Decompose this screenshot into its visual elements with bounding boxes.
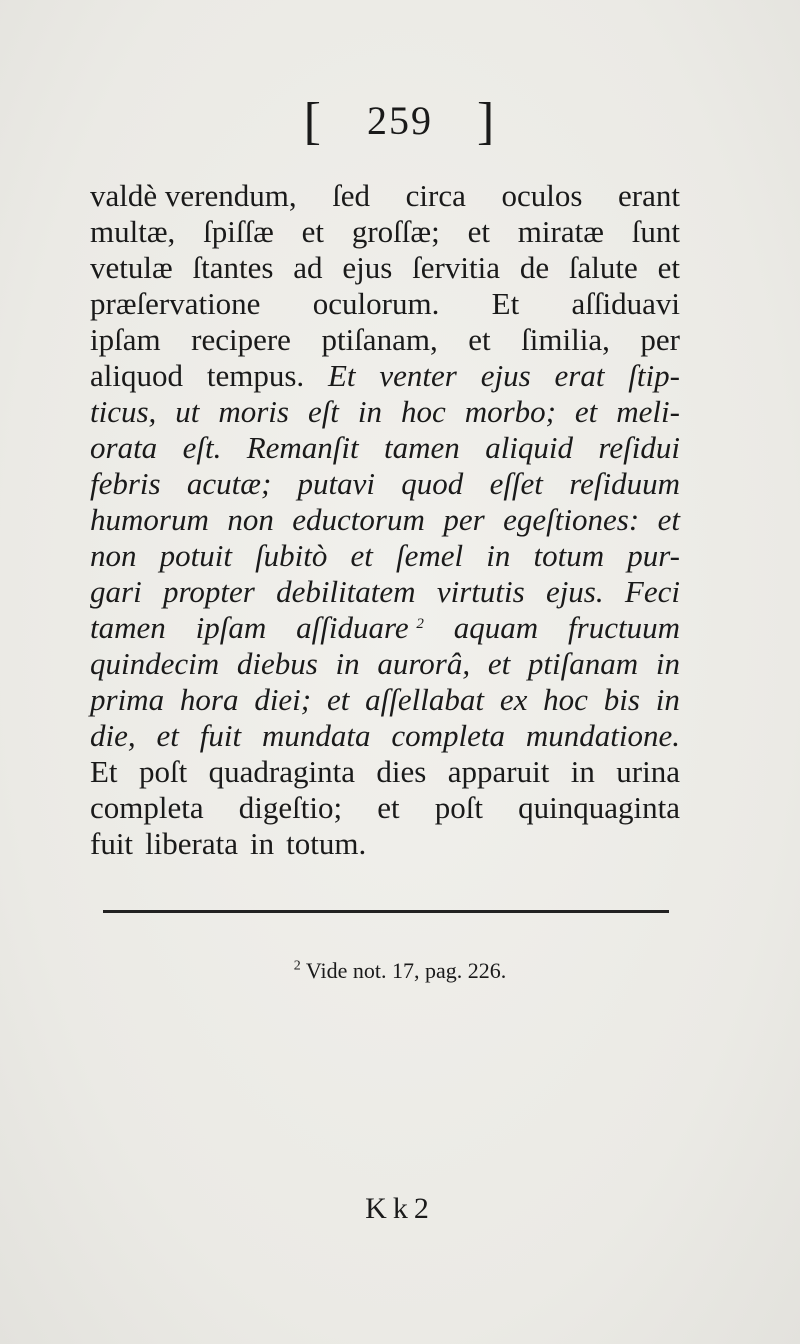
word: completa: [90, 790, 204, 825]
word: diei;: [254, 682, 312, 717]
text-line: [90, 430, 680, 466]
word: dies: [376, 754, 427, 789]
word: et: [468, 322, 491, 357]
word: hora: [179, 682, 239, 717]
word: bis: [603, 682, 640, 717]
word: recipere: [191, 322, 291, 357]
word: multæ,: [90, 214, 176, 249]
word: Et: [491, 286, 520, 321]
word: putavi: [297, 466, 376, 501]
word: mundatione.: [525, 718, 680, 753]
word: aſſiduavi: [571, 286, 680, 321]
word: ſervitia: [412, 250, 500, 285]
word: pur-: [627, 538, 680, 573]
word: et: [326, 682, 350, 717]
word: groſſæ;: [351, 214, 440, 249]
word: aliquid: [485, 430, 574, 465]
word: hoc: [400, 394, 446, 429]
word: ipſam: [195, 610, 267, 645]
text-line: [90, 682, 680, 718]
word: ſunt: [631, 214, 680, 249]
word: gari: [90, 574, 142, 609]
word: aliquod: [90, 358, 183, 393]
bracket-right: ]: [477, 93, 497, 150]
word: in: [250, 826, 275, 861]
word: per: [640, 322, 680, 357]
word: miratæ: [517, 214, 604, 249]
word: ex: [499, 682, 528, 717]
word: prima: [90, 682, 165, 717]
text-line: [90, 322, 680, 358]
word: egeſtiones:: [503, 502, 640, 537]
word: virtutis: [436, 574, 525, 609]
word: de: [519, 250, 550, 285]
word: per: [443, 502, 485, 537]
word: potuit: [159, 538, 232, 573]
word: ejus.: [545, 574, 604, 609]
word: quod: [401, 466, 464, 501]
word: mundata: [261, 718, 371, 753]
word: valdè verendum,: [90, 178, 297, 213]
word: ticus,: [90, 394, 157, 429]
word: erat: [554, 358, 605, 393]
footnote-rule: [103, 910, 669, 913]
word: ſimilia,: [521, 322, 610, 357]
word: ſubitò: [255, 538, 328, 573]
word: et: [350, 538, 373, 573]
word: et: [156, 718, 179, 753]
word: poſt: [434, 790, 483, 825]
footnote: [0, 958, 800, 984]
word: moris: [218, 394, 289, 429]
word: ſalute: [568, 250, 638, 285]
word: ad: [293, 250, 323, 285]
word: aſſellabat: [365, 682, 484, 717]
text-line: [90, 646, 680, 682]
word: completa: [391, 718, 505, 753]
word: et: [657, 502, 680, 537]
text-line: [90, 610, 680, 646]
word: ſemel: [396, 538, 464, 573]
signature-mark: Kk2: [365, 1192, 435, 1225]
body-text: [90, 178, 680, 862]
word: humorum: [90, 502, 209, 537]
word: reſidui: [598, 430, 680, 465]
word: et: [467, 214, 490, 249]
word: oculos: [501, 178, 583, 213]
word: ut: [175, 394, 200, 429]
word: debilitatem: [276, 574, 416, 609]
word: ſtantes: [192, 250, 274, 285]
word: non: [227, 502, 274, 537]
word: tamen: [90, 610, 166, 645]
word: quadraginta: [208, 754, 355, 789]
word: vetulæ: [90, 250, 173, 285]
text-line: [90, 358, 680, 394]
word: totum.: [286, 826, 367, 861]
word: et: [301, 214, 324, 249]
word: aurorâ,: [377, 646, 471, 681]
text-line: [90, 754, 680, 790]
running-head: [0, 92, 800, 151]
word: poſt: [138, 754, 188, 789]
word: ejus: [480, 358, 531, 393]
word: Remanſit: [246, 430, 359, 465]
word: aquam: [453, 610, 539, 645]
word: apparuit: [447, 754, 550, 789]
text-line: [90, 718, 680, 754]
word: meli-: [616, 394, 680, 429]
text-line: [90, 178, 680, 214]
word: eductorum: [292, 502, 425, 537]
word: fructuum: [568, 610, 680, 645]
word: in: [655, 646, 680, 681]
word: digeſtio;: [238, 790, 343, 825]
footnote-marker: 2: [293, 958, 301, 974]
word: tamen: [384, 430, 460, 465]
word: ſtip-: [628, 358, 680, 393]
word: et: [574, 394, 598, 429]
word: hoc: [543, 682, 588, 717]
footnote-text: Vide not. 17, pag. 226.: [305, 958, 507, 983]
word: ſed: [332, 178, 371, 213]
word: et: [487, 646, 511, 681]
text-line: [90, 250, 680, 286]
word: circa: [405, 178, 466, 213]
word: ejus: [342, 250, 393, 285]
word: acutæ;: [186, 466, 272, 501]
word: eſſet: [489, 466, 543, 501]
word: non: [90, 538, 137, 573]
word: præſervatione: [90, 286, 261, 321]
word: febris: [90, 466, 161, 501]
text-line: [90, 574, 680, 610]
bracket-left: [: [303, 93, 323, 150]
word: propter: [162, 574, 255, 609]
text-line: [90, 502, 680, 538]
text-line: [90, 790, 680, 826]
word: tempus.: [206, 358, 305, 393]
word: in: [335, 646, 360, 681]
word: quindecim: [90, 646, 220, 681]
word: et: [657, 250, 680, 285]
word: urina: [616, 754, 680, 789]
word: eſt.: [182, 430, 222, 465]
word: quinquaginta: [518, 790, 680, 825]
word: morbo;: [464, 394, 556, 429]
word: ptiſanam: [527, 646, 639, 681]
word: liberata: [145, 826, 239, 861]
word: erant: [618, 178, 680, 213]
word: totum: [533, 538, 605, 573]
word: reſiduum: [569, 466, 680, 501]
page-number: 259: [367, 98, 433, 143]
text-line: [90, 466, 680, 502]
text-line: [90, 394, 680, 430]
word: in: [655, 682, 680, 717]
word: Feci: [624, 574, 680, 609]
footnote-reference: 2: [416, 616, 424, 632]
word: aſſiduare $^2$: [296, 610, 424, 645]
word: in: [486, 538, 511, 573]
word: Et: [90, 754, 118, 789]
word: ptiſanam,: [321, 322, 438, 357]
word: fuit: [90, 826, 134, 861]
word: fuit: [199, 718, 242, 753]
word: et: [377, 790, 400, 825]
word: oculorum.: [312, 286, 440, 321]
text-line: [90, 286, 680, 322]
text-line: [90, 214, 680, 250]
word: eſt: [307, 394, 339, 429]
word: orata: [90, 430, 158, 465]
text-line: [90, 538, 680, 574]
word: in: [570, 754, 595, 789]
word: diebus: [236, 646, 318, 681]
word: ipſam: [90, 322, 161, 357]
word: Et: [328, 358, 356, 393]
text-line: [90, 826, 680, 862]
word: die,: [90, 718, 136, 753]
word: in: [357, 394, 383, 429]
word: ſpiſſæ: [203, 214, 274, 249]
word: venter: [379, 358, 457, 393]
